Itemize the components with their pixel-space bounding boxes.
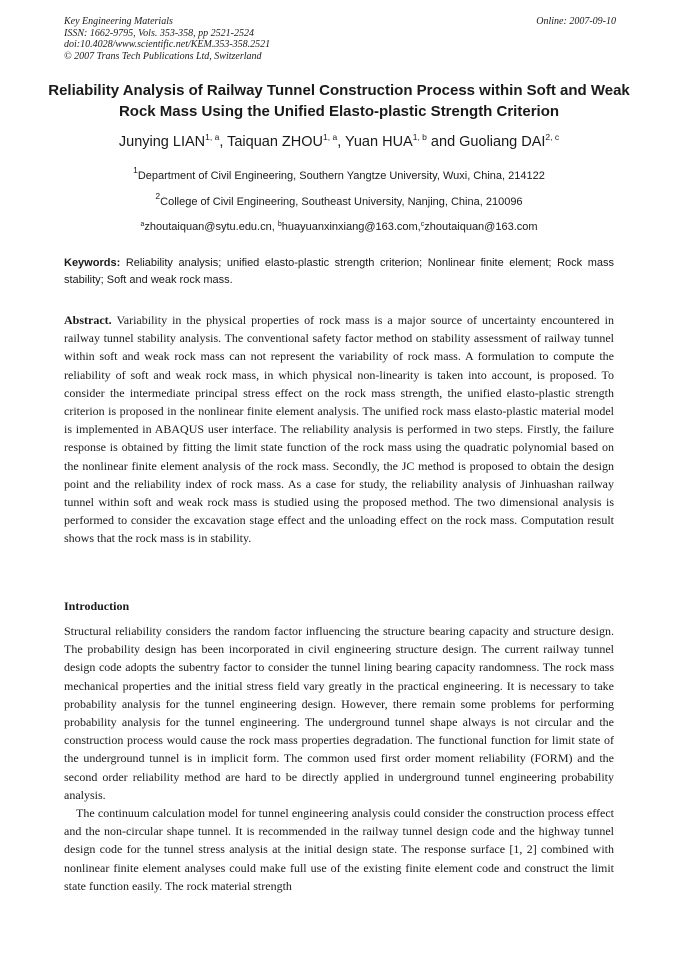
online-date: Online: 2007-09-10: [536, 16, 616, 27]
author-name: Taiquan ZHOU: [227, 134, 324, 150]
author-list: [40, 131, 638, 153]
section-heading-introduction: Introduction: [64, 599, 130, 613]
introduction-body: [64, 622, 614, 895]
email-mark: c: [420, 221, 425, 228]
email-address: huayuanxinxiang@163.com,: [281, 221, 421, 233]
keywords-label: Keywords:: [64, 257, 121, 269]
email-mark: a: [140, 221, 145, 228]
email-address: zhoutaiquan@163.com: [424, 221, 538, 233]
journal-header: [64, 16, 616, 62]
author-separator: and: [426, 134, 460, 150]
abstract-text: Variability in the physical properties of rock mass is a major source of uncertainty encountered in railway tunnel stability analysis. The conventional safety factor method on stability assessment of railway tunnel within soft and weak rock mass can not represent the variability of rock mass. A formulation to compute the reliability of soft and weak rock mass, in which physical non-linearity is taken into account, is proposed. To consider the intermediate principal stress effect on the rock mass strength, the unified elasto-plastic strength criterion is proposed in the nonlinear finite element analysis. The unified rock mass elasto-plastic material model is implemented in ABAQUS user interface. The reliability analysis is performed in two steps. Firstly, the failure response is obtained by fitting the limit state function of the rock mass using the quadratic polynomial based on the nonlinear finite element analysis of the rock mass. Secondly, the JC method is proposed to obtain the design point and the reliability index of rock mass. As a case for study, the reliability analysis of Jinhuashan railway tunnel within soft and weak rock mass is studied using the proposed method. The two dimensional analysis is performed to consider the excavation stage effect and the unloading effect on the rock mass. Computation result shows that the rock mass is in stability.: [64, 313, 614, 546]
affiliation-2: [40, 191, 638, 210]
email-line: [40, 219, 638, 235]
abstract-block: [64, 311, 614, 548]
paper-title: Reliability Analysis of Railway Tunnel Construction Process within Soft and Weak Rock Mass Using the Unified Elasto-plastic Strength Criterion: [48, 82, 630, 120]
copyright-line: © 2007 Trans Tech Publications Ltd, Switzerland: [64, 50, 262, 62]
author-affiliation-mark: 1, a: [323, 132, 338, 142]
journal-name: Key Engineering Materials: [64, 16, 173, 27]
doi-line: doi:10.4028/www.scientific.net/KEM.353-358.2521: [64, 39, 271, 50]
email-address: zhoutaiquan@sytu.edu.cn,: [144, 221, 278, 233]
author-affiliation-mark: 1, a: [205, 132, 220, 142]
email-mark: b: [277, 221, 282, 228]
body-paragraph: Structural reliability considers the random factor influencing the structure bearing capacity and structure design. The probability design has been incorporated in civil engineering structure design. The current railway tunnel design code adopts the subentry factor to consider the tunnel lining bearing capacity randomness. The rock mass mechanical properties and the initial stress field vary greatly in the practical engineering. It is necessary to take probability analysis for the tunnel engineering design. However, there remain some problems for performing probability analysis for the tunnel engineering. The underground tunnel shape always is not circular and the construction process would cause the rock mass properties degradation. The functional function for limit state of the underground tunnel is in implicit form. The common used first order moment reliability (FORM) and the second order reliability method are hard to be directly applied in underground tunnel engineering probability analysis.: [64, 624, 614, 802]
body-paragraph: The continuum calculation model for tunnel engineering analysis could consider the construction process effect and the non-circular shape tunnel. It is recommended in the railway tunnel design code and the highway tunnel design code for the tunnel stress analysis at the initial design state. The response surface [1, 2] combined with nonlinear finite element analyses could make full use of the existing finite element code and construct the limit state function easily. The rock material strength: [64, 806, 614, 893]
author-separator: ,: [337, 134, 345, 150]
keywords-block: [64, 255, 614, 288]
author-separator: ,: [219, 134, 228, 150]
author-affiliation-mark: 2, c: [545, 132, 560, 142]
keywords-text: Reliability analysis; unified elasto-plastic strength criterion; Nonlinear finite element; Rock mass stability; Soft and weak rock mass.: [64, 257, 614, 286]
author-affiliation-mark: 1, b: [412, 132, 427, 142]
author-name: Junying LIAN: [118, 134, 206, 150]
issn-line: ISSN: 1662-9795, Vols. 353-358, pp 2521-2524: [64, 27, 254, 39]
affiliation-text: Department of Civil Engineering, Southern Yangtze University, Wuxi, China, 214122: [137, 170, 545, 182]
affiliation-text: College of Civil Engineering, Southeast University, Nanjing, China, 210096: [160, 196, 523, 208]
affiliation-1: [40, 165, 638, 184]
author-name: Yuan HUA: [345, 134, 413, 150]
author-name: Guoliang DAI: [459, 134, 546, 150]
abstract-label: Abstract.: [64, 313, 112, 327]
affiliation-mark: 2: [155, 191, 161, 201]
affiliation-mark: 1: [133, 165, 138, 175]
